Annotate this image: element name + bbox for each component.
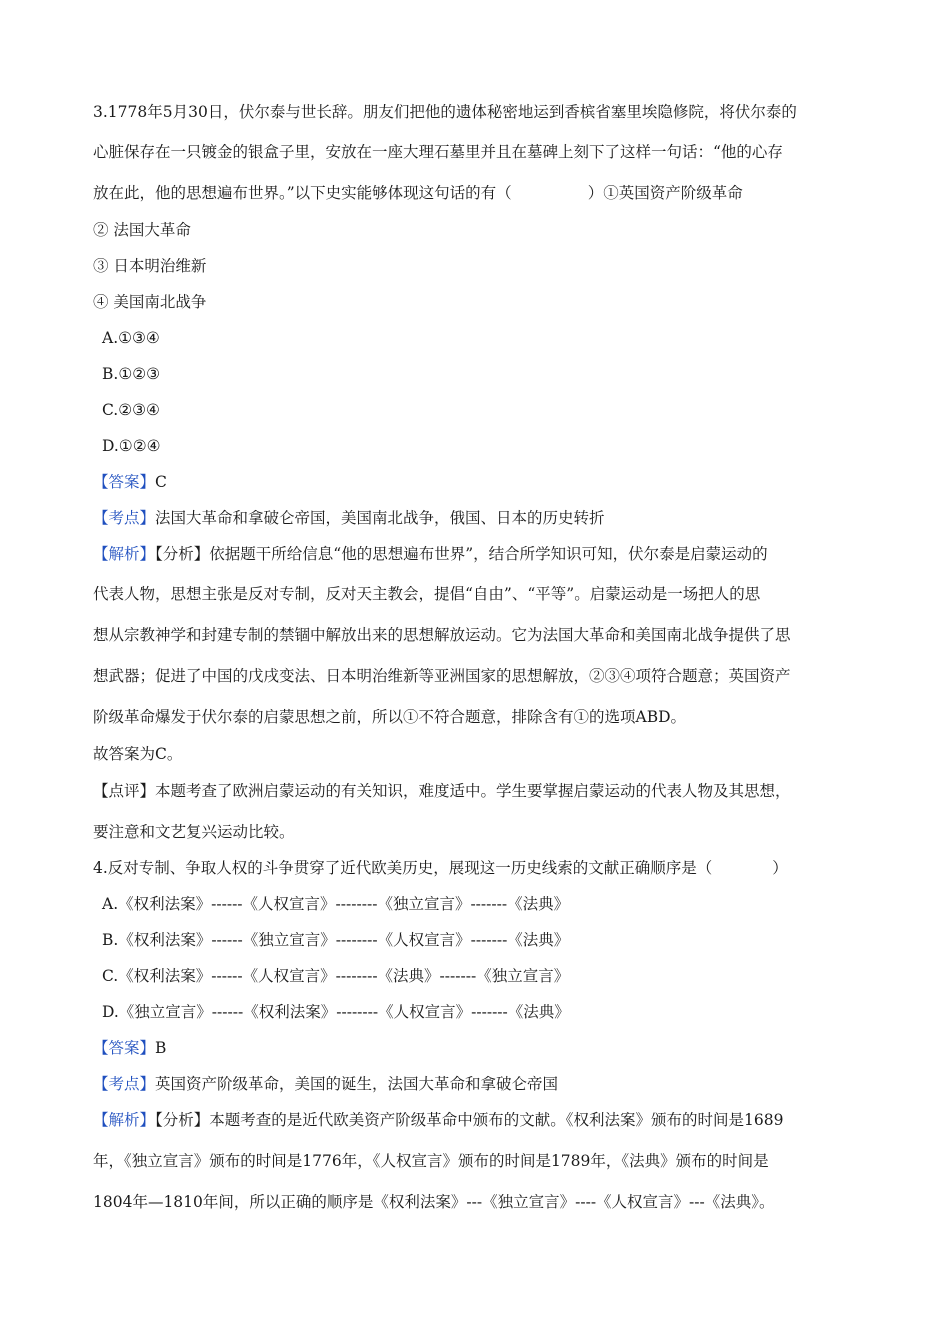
- q3-jiexi-line-4: 想武器；促进了中国的戊戌变法、日本明治维新等亚洲国家的思想解放，②③④项符合题意；英国资产: [93, 667, 791, 685]
- jiexi-tag: 【解析】: [93, 1111, 156, 1129]
- jiexi-tag: 【解析】: [93, 545, 156, 563]
- answer-value: C: [155, 473, 167, 491]
- q4-option-a: A.《权利法案》------《人权宣言》--------《独立宣言》-------《法典》: [102, 895, 570, 913]
- q3-item-2: ② 法国大革命: [93, 221, 191, 239]
- q3-item-4: ④ 美国南北战争: [93, 293, 207, 311]
- q3-stem-line-1: 3.1778年5月30日，伏尔泰与世长辞。朋友们把他的遗体秘密地运到香槟省塞里埃隐修院，将伏尔泰的: [93, 103, 797, 121]
- q3-dianping-line-1: 【点评】本题考查了欧洲启蒙运动的有关知识，难度适中。学生要掌握启蒙运动的代表人物及其思想，: [93, 782, 791, 800]
- answer-tag: 【答案】: [93, 1039, 156, 1057]
- q4-kaodian: 【考点】英国资产阶级革命，美国的诞生，法国大革命和拿破仑帝国: [93, 1075, 559, 1093]
- q3-jiexi-line-1: 【解析】【分析】依据题干所给信息“他的思想遍布世界”，结合所学知识可知，伏尔泰是启蒙运动的: [93, 545, 768, 563]
- q3-option-c: C.②③④: [102, 401, 160, 419]
- q3-stem-line-3: 放在此，他的思想遍布世界。”以下史实能够体现这句话的有（ ）①英国资产阶级革命: [93, 184, 743, 202]
- q4-option-c: C.《权利法案》------《人权宣言》--------《法典》-------《独立宣言》: [102, 967, 570, 985]
- answer-tag: 【答案】: [93, 473, 156, 491]
- q3-jiexi-line-2: 代表人物，思想主张是反对专制，反对天主教会，提倡“自由”、“平等”。启蒙运动是一场把人的思: [93, 585, 761, 603]
- q3-option-a: A.①③④: [102, 329, 160, 347]
- q3-stem-line-2: 心脏保存在一只镀金的银盒子里，安放在一座大理石墓里并且在墓碑上刻下了这样一句话：“他的心存: [93, 143, 783, 161]
- q3-jiexi-line-5: 阶级革命爆发于伏尔泰的启蒙思想之前，所以①不符合题意，排除含有①的选项ABD。: [93, 708, 687, 726]
- q4-jiexi-line-3: 1804年—1810年间，所以正确的顺序是《权利法案》---《独立宣言》----《人权宣言》---《法典》。: [93, 1193, 775, 1211]
- q3-answer: [93, 472, 167, 492]
- q4-stem: 4.反对专制、争取人权的斗争贯穿了近代欧美历史，展现这一历史线索的文献正确顺序是（ ）: [93, 859, 788, 877]
- q3-kaodian: 【考点】法国大革命和拿破仑帝国，美国南北战争，俄国、日本的历史转折: [93, 509, 605, 527]
- q4-option-d: D.《独立宣言》------《权利法案》--------《人权宣言》-------《法典》: [102, 1003, 570, 1021]
- kaodian-tag: 【考点】: [93, 509, 156, 527]
- answer-value: B: [155, 1039, 167, 1057]
- q3-item-3: ③ 日本明治维新: [93, 257, 207, 275]
- q3-jiexi-line-6: 故答案为C。: [93, 745, 183, 763]
- q3-option-b: B.①②③: [102, 365, 161, 383]
- q3-jiexi-line-3: 想从宗教神学和封建专制的禁锢中解放出来的思想解放运动。它为法国大革命和美国南北战争提供了思: [93, 626, 791, 644]
- q3-option-d: D.①②④: [102, 437, 161, 455]
- q3-dianping-line-2: 要注意和文艺复兴运动比较。: [93, 823, 295, 841]
- q4-jiexi-line-1: 【解析】【分析】本题考查的是近代欧美资产阶级革命中颁布的文献。《权利法案》颁布的时间是1689: [93, 1111, 784, 1129]
- kaodian-tag: 【考点】: [93, 1075, 156, 1093]
- q4-answer: [93, 1038, 166, 1058]
- q4-option-b: B.《权利法案》------《独立宣言》--------《人权宣言》-------《法典》: [102, 931, 570, 949]
- q4-jiexi-line-2: 年，《独立宣言》颁布的时间是1776年，《人权宣言》颁布的时间是1789年，《法典》颁布的时间是: [93, 1152, 769, 1170]
